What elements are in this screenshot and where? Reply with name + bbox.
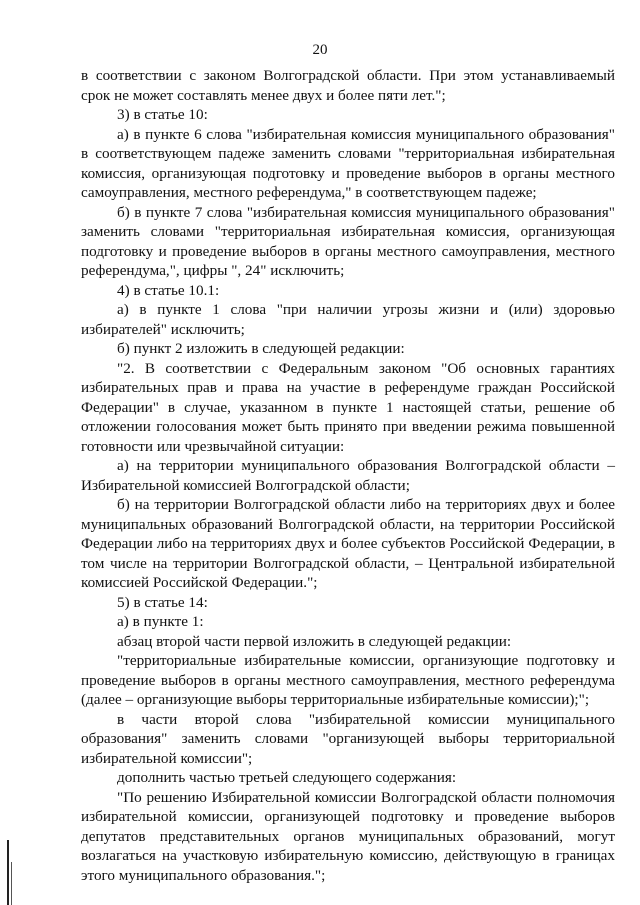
- scan-edge-mark: [11, 862, 12, 905]
- paragraph: а) в пункте 1:: [117, 613, 204, 630]
- paragraph: 4) в статье 10.1:: [117, 281, 220, 299]
- paragraph: "территориальные избирательные комиссии, организующие подготовку и проведение выборов в органы местного самоуправления, местного референдума (далее – организующие выборы территориальные избирательные комиссии);";: [81, 652, 615, 708]
- paragraph: б) в пункте 7 слова "избирательная комиссия муниципального образования" заменить словами "территориальная избирательная комиссия, организующая подготовку и проведение выборов в органы местного самоуправления, местного референдума,", цифры ", 24" исключить;: [81, 203, 615, 279]
- paragraph: а) в пункте 6 слова "избирательная комиссия муниципального образования" в соответствующем падеже заменить словами "территориальная избирательная комиссия, организующая подготовку и проведение выборов в органы местного самоуправления, местного референдума," в соответствующем падеже;: [81, 125, 615, 201]
- paragraph: а) на территории муниципального образования Волгоградской области – Избирательной комиссией Волгоградской области;: [81, 457, 615, 494]
- page-number: 20: [312, 42, 328, 58]
- paragraph: а) в пункте 1 слова "при наличии угрозы жизни и (или) здоровью избирателей" исключить;: [81, 301, 615, 338]
- document-body: [81, 66, 615, 885]
- paragraph: б) на территории Волгоградской области либо на территориях двух и более муниципальных образований Волгоградской области, на территории Российской Федерации либо на территориях двух и более субъектов Российской Федерации, в том числе на территории Волгоградской области, – Центральной избирательной комиссией Российской Федерации.";: [81, 496, 615, 591]
- paragraph: дополнить частью третьей следующего содержания:: [117, 769, 457, 786]
- paragraph: "2. В соответствии с Федеральным законом "Об основных гарантиях избирательных прав и права на участие в референдуме граждан Российской Федерации" в случае, указанном в пункте 1 настоящей статьи, решение об отложении голосования может быть принято при введении режима повышенной готовности или чрезвычайной ситуации:: [81, 359, 615, 455]
- paragraph: 5) в статье 14:: [117, 593, 208, 611]
- paragraph: в соответствии с законом Волгоградской области. При этом устанавливаемый срок не может составлять менее двух и более пяти лет.";: [81, 67, 615, 104]
- paragraph: 3) в статье 10:: [117, 106, 208, 123]
- paragraph: "По решению Избирательной комиссии Волгоградской области полномочия избирательной комиссии, организующей подготовку и проведение выборов депутатов представительных органов муниципальных образований, могут возлагаться на участковую избирательную комиссию, действующую в границах этого муниципального образования.";: [81, 788, 615, 884]
- scan-edge-mark: [7, 840, 9, 905]
- paragraph: в части второй слова "избирательной комиссии муниципального образования" заменить словами "организующей выборы территориальной избирательной комиссии";: [81, 710, 615, 767]
- paragraph: б) пункт 2 изложить в следующей редакции:: [117, 340, 405, 357]
- paragraph: абзац второй части первой изложить в следующей редакции:: [117, 632, 512, 650]
